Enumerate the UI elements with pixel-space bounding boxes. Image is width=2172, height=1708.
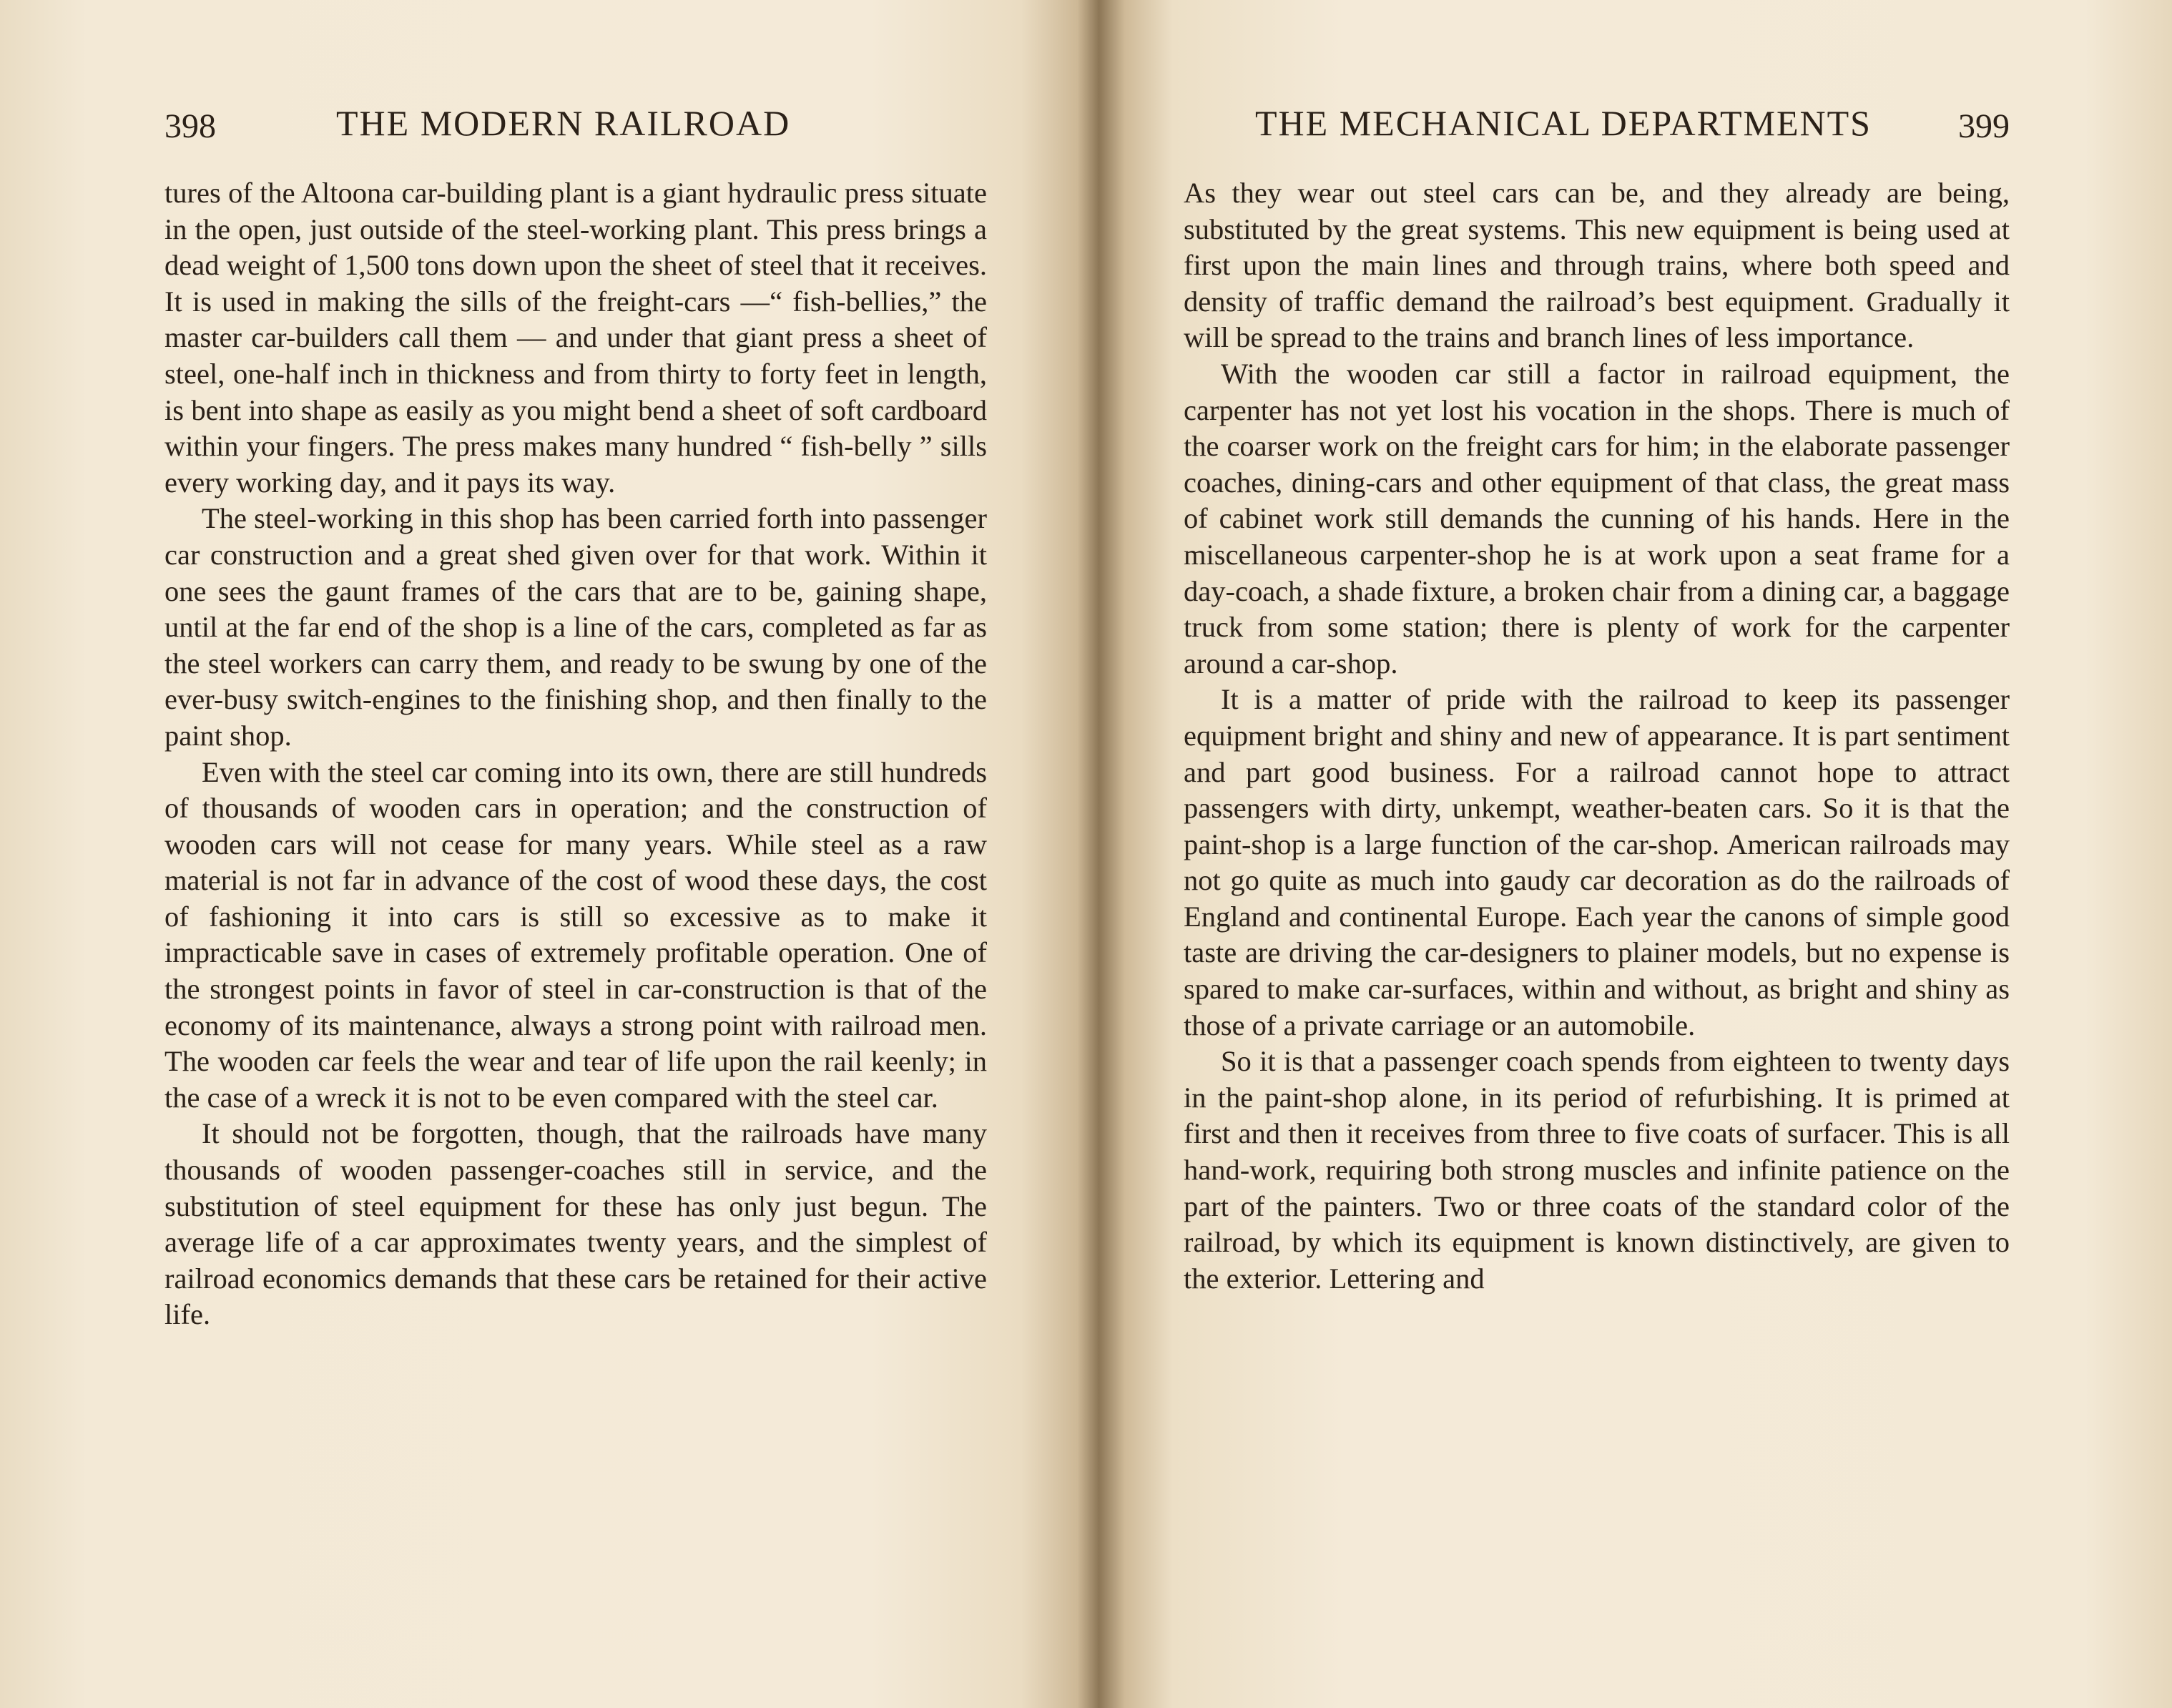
paragraph: With the wooden car still a factor in railroad equipment, the carpenter has not yet lost his vocation in the shops. There is much of the coarser work on the freight cars for him; in the elaborate passenger coaches, dining-cars and other equipment of that class, the great mass of cabinet work still demands the cunning of his hands. Here in the miscellaneous carpenter-shop he is at work upon a seat frame for a day-coach, a shade fixture, a broken chair from a dining car, a baggage truck from some station; there is plenty of work for the carpenter around a car-shop. [1184, 357, 2010, 679]
left-running-title: THE MODERN RAILROAD [336, 103, 791, 143]
paragraph: Even with the steel car coming into its own, there are still hundreds of thousands of wooden cars in operation; and the construction of wooden cars will not cease for many years. While steel as a raw material is not far in advance of the cost of wood these days, the cost of fashioning it into cars is still so excessive as to make it impracticable save in cases of extremely profitable operation. One of the strongest points in favor of steel in car-construction is that of the economy of its maintenance, always a strong point with railroad men. The wooden car feels the wear and tear of life upon the rail keenly; in the case of a wreck it is not to be even compared with the steel car. [164, 755, 987, 1114]
right-page [1184, 0, 2010, 1708]
paragraph: It is a matter of pride with the railroad to keep its passenger equipment bright and shiny and new of appearance. It is part sentiment and part good business. For a railroad cannot hope to attract passengers with dirty, unkempt, weather-beaten cars. So it is that the paint-shop is a large function of the car-shop. American railroads may not go quite as much into gaudy car decoration as do the railroads of England and continental Europe. Each year the canons of simple good taste are driving the car-designers to plainer models, but no expense is spared to make car-surfaces, within and without, as bright and shiny as those of a private carriage or an automobile. [1184, 683, 2010, 1041]
paragraph: So it is that a passenger coach spends from eighteen to twenty days in the paint-shop alone, in its period of refurbishing. It is primed at first and then it receives from three to five coats of surfacer. This is all hand-work, requiring both strong muscles and infinite patience on the part of the painters. Two or three coats of the standard color of the railroad, by which its equipment is known distinctively, are given to the exterior. Lettering and [1184, 1045, 2010, 1295]
left-page [164, 0, 987, 1708]
right-body-text [1184, 175, 2010, 1297]
paragraph: The steel-working in this shop has been carried forth into passenger car construction and a great shed given over for that work. Within it one sees the gaunt frames of the cars that are to be, gaining shape, until at the far end of the shop is a line of the cars, completed as far as the steel workers can carry them, and ready to be swung by one of the ever-busy switch-engines to the finishing shop, and then finally to the paint shop. [164, 502, 987, 752]
left-body-text [164, 175, 987, 1333]
right-page-number: 399 [1958, 107, 2010, 145]
right-running-head [1184, 102, 2010, 152]
right-running-title: THE MECHANICAL DEPARTMENTS [1255, 103, 1872, 143]
left-page-number: 398 [164, 107, 216, 145]
paragraph: tures of the Altoona car-building plant is a giant hydraulic press situate in the open, just outside of the steel-working plant. This press brings a dead weight of 1,500 tons down upon the sheet of steel that it receives. It is used in making the sills of the freight-cars —“ fish-bellies,” the master car-builders call them — and under that giant press a sheet of steel, one-half inch in thickness and from thirty to forty feet in length, is bent into shape as easily as you might bend a sheet of soft cardboard within your fingers. The press makes many hundred “ fish-belly ” sills every working day, and it pays its way. [164, 177, 987, 499]
left-running-head [164, 102, 987, 152]
paragraph: As they wear out steel cars can be, and they already are being, substituted by the great systems. This new equipment is being used at first upon the main lines and through trains, where both speed and density of traffic demand the railroad’s best equipment. Gradually it will be spread to the trains and branch lines of less importance. [1184, 177, 2010, 354]
paragraph: It should not be forgotten, though, that the railroads have many thousands of wooden passenger-coaches still in service, and the substitution of steel equipment for these has only just begun. The average life of a car approximates twenty years, and the simplest of railroad economics demands that these cars be retained for their active life. [164, 1117, 987, 1331]
